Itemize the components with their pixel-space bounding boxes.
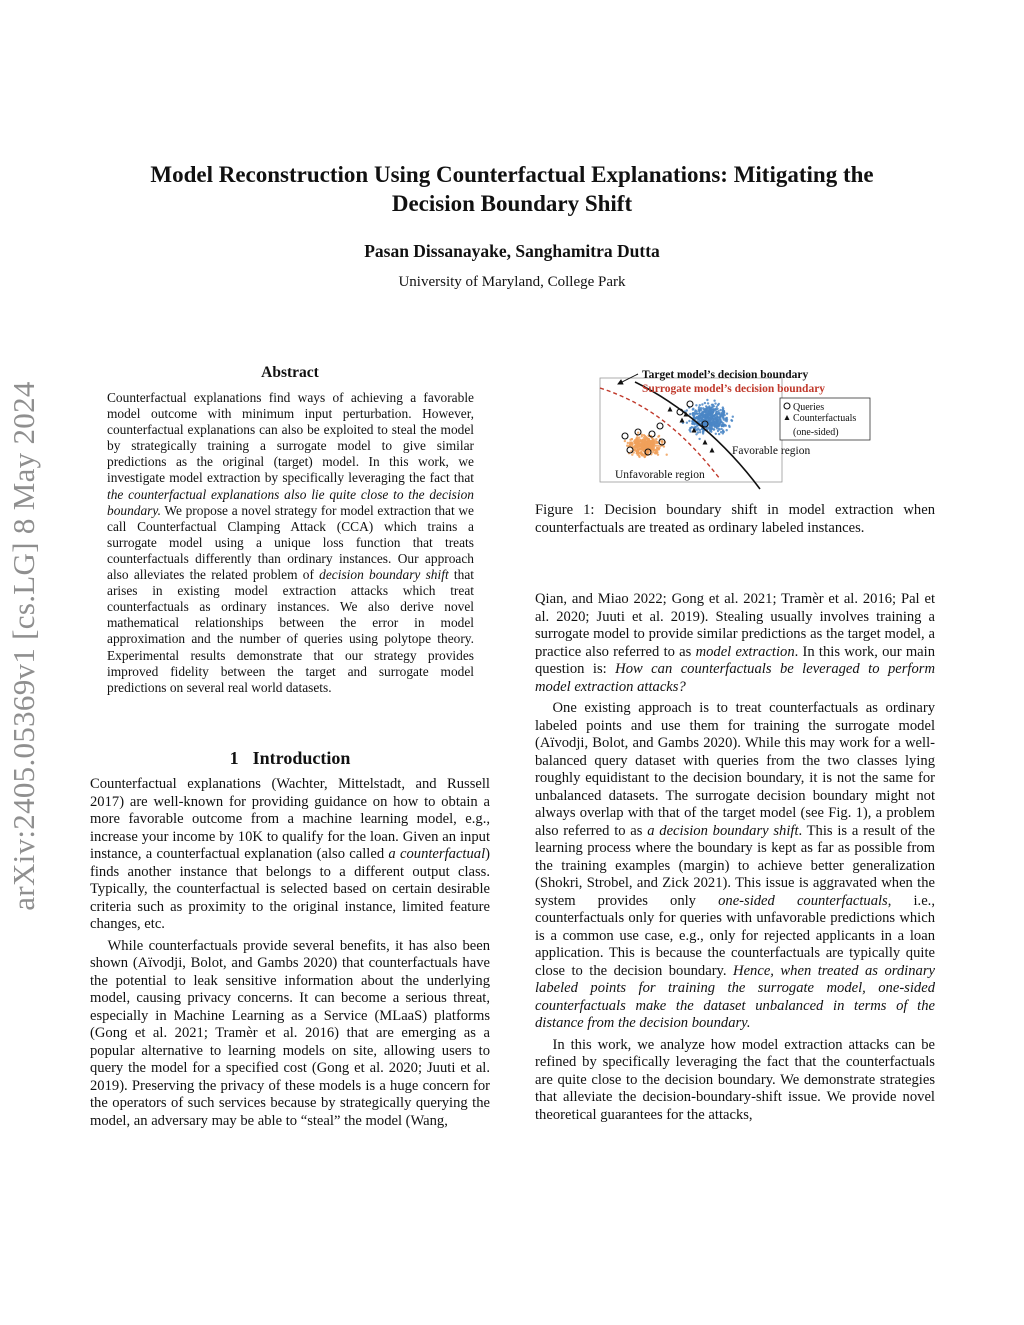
right-paragraph-3: In this work, we analyze how model extraction attacks can be refined by specifically leveraging the fact that the counterfactuals are quite close to the decision boundary. We demonstrate strategies that alleviate the decision-boundary-shift issue. We provide novel theoretical guarantees for the attacks, xyxy=(535,1036,935,1123)
unfavorable-point xyxy=(635,439,637,441)
unfavorable-point xyxy=(657,445,659,447)
favorable-point xyxy=(688,420,690,422)
favorable-point xyxy=(717,430,719,432)
title-line-1: Model Reconstruction Using Counterfactual Explanations: Mitigating the xyxy=(150,162,874,187)
favorable-point xyxy=(719,409,721,411)
favorable-point xyxy=(706,415,708,417)
favorable-point xyxy=(686,409,688,411)
favorable-point xyxy=(726,417,728,419)
favorable-point xyxy=(712,406,714,408)
abstract-heading: Abstract xyxy=(261,364,319,381)
favorable-point xyxy=(726,420,728,422)
favorable-point xyxy=(701,403,703,405)
abstract-text: Counterfactual explanations find ways of achieving a favorable model outcome with minimum input perturbation. However, counterfactual explanations can also be exploited to steal the model by strategically training a surrogate model to give similar predictions as the original (target) model. In this work, we investigate model extraction by specifically leveraging the fact that the counterfactual explanations also lie quite close to the decision boundary. We propose a novel strategy for model extraction that we call Counterfactual Clamping Attack (CCA) which trains a surrogate model using a unique loss function that treats counterfactuals differently than ordinary instances. Our approach also alleviates the related problem of decision boundary shift that arises in existing model extraction attacks which treat counterfactuals as ordinary instances. We also derive novel mathematical relationships between the error in model approximation and the number of queries using polytope theory. Experimental results demonstrate that our strategy provides improved fidelity between the target and surrogate model predictions on several real world datasets. xyxy=(107,390,474,695)
favorable-point xyxy=(708,417,710,419)
unfavorable-point xyxy=(638,436,640,438)
intro-paragraph-2: While counterfactuals provide several benefits, it has also been shown (Aïvodji, Bolot, and Gambs 2020) that counterfactuals have the potential to leak sensitive information about the underlying model, causing privacy concerns. It can become a serious threat, especially in Machine Learning as a Service (MLaaS) platforms (Gong et al. 2021; Tramèr et al. 2016) that are emerging as a popular alternative to learning models on site, allowing users to query the model for a specified cost (Gong et al. 2020; Juuti et al. 2019). Preserving the privacy of these models is a huge concern for the operators of such services because by strategically querying the model, an adversary may be able to “steal” the model (Wang, xyxy=(90,937,490,1129)
favorable-point xyxy=(726,429,728,431)
favorable-point xyxy=(689,427,691,429)
figure-1-decision-boundary xyxy=(590,364,880,494)
favorable-point xyxy=(706,407,708,409)
favorable-point xyxy=(698,409,700,411)
favorable-point xyxy=(715,419,717,421)
favorable-point xyxy=(704,423,706,425)
favorable-point xyxy=(713,423,715,425)
favorable-point xyxy=(698,438,700,440)
unfavorable-point xyxy=(654,452,656,454)
unfavorable-point xyxy=(647,440,649,442)
legend-surrogate-boundary: Surrogate model’s decision boundary xyxy=(642,383,826,395)
legend-queries: Queries xyxy=(793,402,825,413)
query-marker xyxy=(687,401,693,407)
favorable-point xyxy=(718,433,720,435)
favorable-point xyxy=(723,411,725,413)
favorable-point xyxy=(701,413,703,415)
favorable-point xyxy=(731,420,733,422)
legend-query-icon xyxy=(784,403,790,409)
favorable-point xyxy=(695,417,697,419)
favorable-point xyxy=(695,404,697,406)
favorable-point xyxy=(699,415,701,417)
unfavorable-point xyxy=(657,436,659,438)
favorable-point xyxy=(686,422,688,424)
authors: Pasan Dissanayake, Sanghamitra Dutta xyxy=(364,241,660,261)
intro-paragraph-1: Counterfactual explanations (Wachter, Mittelstadt, and Russell 2017) are well-known for providing guidance on how to obtain a more favorable outcome from a machine learning model, e.g., increase your income by 10K to qualify for the loan. Given an input instance, a counterfactual explanation (also called a counterfactual) finds another instance that belongs to a different output class. Typically, the counterfactual is selected based on certain desirable criteria such as proximity to the original instance, limited feature changes, etc. xyxy=(90,776,490,932)
counterfactual-marker xyxy=(680,418,685,423)
favorable-point xyxy=(689,430,691,432)
unfavorable-point xyxy=(624,440,626,442)
unfavorable-point xyxy=(656,447,658,449)
unfavorable-point xyxy=(631,445,633,447)
favorable-point xyxy=(718,403,720,405)
favorable-point xyxy=(714,402,716,404)
favorable-point xyxy=(702,415,704,417)
unfavorable-point xyxy=(655,440,657,442)
favorable-point xyxy=(710,410,712,412)
unfavorable-point xyxy=(631,454,633,456)
favorable-point xyxy=(713,414,715,416)
unfavorable-point xyxy=(648,438,650,440)
unfavorable-point xyxy=(631,441,633,443)
query-marker xyxy=(657,423,663,429)
counterfactual-marker xyxy=(668,407,673,412)
label-unfavorable-region: Unfavorable region xyxy=(615,469,705,481)
favorable-point xyxy=(722,429,724,431)
unfavorable-point xyxy=(627,442,629,444)
favorable-point xyxy=(708,405,710,407)
counterfactual-marker xyxy=(703,440,708,445)
favorable-point xyxy=(720,421,722,423)
unfavorable-point xyxy=(631,438,633,440)
favorable-point xyxy=(696,413,698,415)
favorable-point xyxy=(689,413,691,415)
favorable-point xyxy=(713,428,715,430)
unfavorable-point xyxy=(637,432,639,434)
favorable-point xyxy=(714,425,716,427)
unfavorable-point xyxy=(653,449,655,451)
left-column-body xyxy=(90,776,490,1130)
favorable-point xyxy=(722,408,724,410)
unfavorable-point xyxy=(634,447,636,449)
unfavorable-point xyxy=(635,443,637,445)
favorable-point xyxy=(705,418,707,420)
favorable-point xyxy=(692,408,694,410)
favorable-point xyxy=(697,431,699,433)
right-column-body xyxy=(535,591,935,1124)
affiliation: University of Maryland, College Park xyxy=(398,274,626,290)
unfavorable-point xyxy=(644,456,646,458)
favorable-point xyxy=(698,419,700,421)
favorable-point xyxy=(719,416,721,418)
arxiv-identifier: arXiv:2405.05369v1 [cs.LG] 8 May 2024 xyxy=(6,381,41,911)
unfavorable-point xyxy=(638,446,640,448)
unfavorable-point xyxy=(626,445,628,447)
unfavorable-point xyxy=(643,441,645,443)
favorable-point xyxy=(699,431,701,433)
query-marker xyxy=(627,447,633,453)
favorable-point xyxy=(708,427,710,429)
unfavorable-point xyxy=(639,439,641,441)
unfavorable-point xyxy=(666,454,668,456)
favorable-point xyxy=(722,413,724,415)
unfavorable-point xyxy=(655,438,657,440)
favorable-point xyxy=(712,416,714,418)
right-paragraph-1: Qian, and Miao 2022; Gong et al. 2021; Tramèr et al. 2016; Pal et al. 2020; Juuti et al. 2019). Stealing usually involves training a surrogate model to provide similar predictions as the target model, a practice also referred to as model extraction. In this work, our main question is: How can counterfactuals be leveraged to perform model extraction attacks? xyxy=(535,591,935,695)
favorable-point xyxy=(726,413,728,415)
favorable-point xyxy=(721,425,723,427)
unfavorable-point xyxy=(656,442,658,444)
favorable-point xyxy=(712,420,714,422)
favorable-point xyxy=(699,404,701,406)
section-title: Introduction xyxy=(252,748,351,768)
unfavorable-point xyxy=(639,452,641,454)
legend-one-sided: (one-sided) xyxy=(793,427,839,438)
favorable-point xyxy=(715,433,717,435)
favorable-point xyxy=(694,426,696,428)
label-favorable-region: Favorable region xyxy=(732,445,811,457)
unfavorable-point xyxy=(641,434,643,436)
legend-counterfactuals: Counterfactuals xyxy=(793,413,857,424)
unfavorable-point xyxy=(638,441,640,443)
query-marker xyxy=(622,433,628,439)
unfavorable-point xyxy=(660,440,662,442)
favorable-point xyxy=(716,412,718,414)
favorable-point xyxy=(705,411,707,413)
favorable-point xyxy=(696,410,698,412)
title-line-2: Decision Boundary Shift xyxy=(391,191,633,216)
favorable-point xyxy=(711,414,713,416)
unfavorable-point xyxy=(640,448,642,450)
counterfactual-marker xyxy=(710,448,715,453)
favorable-point xyxy=(708,410,710,412)
paper-title xyxy=(100,160,924,218)
favorable-point xyxy=(713,400,715,402)
unfavorable-point xyxy=(645,437,647,439)
unfavorable-point xyxy=(643,434,645,436)
right-paragraph-2: One existing approach is to treat counterfactuals as ordinary labeled points and use them for training the surrogate model (Aïvodji, Bolot, and Gambs 2020). While this may work for a well-balanced query dataset with queries from the two classes lying roughly equidistant to the decision boundary, it is not the same for unbalanced datasets. The surrogate decision boundary might not always overlap with that of the target model (see Fig. 1), a problem also referred to as a decision boundary shift. This is a result of the learning process where the boundary is kept as far as possible from the training examples (margin) to achieve better generalization (Shokri, Strobel, and Zick 2021). This issue is aggravated when the system provides only one-sided counterfactuals, i.e., counterfactuals only for queries with unfavorable predictions which is a common use case, e.g., only for rejected applicants in a loan application. This is because the counterfactuals are typically quite close to the decision boundary. Hence, when treated as ordinary labeled points for training the surrogate model, one-sided counterfactuals make the dataset unbalanced in terms of the distance from the decision boundary. xyxy=(535,700,935,1031)
favorable-point xyxy=(691,423,693,425)
unfavorable-point xyxy=(636,452,638,454)
unfavorable-point xyxy=(648,445,650,447)
favorable-point xyxy=(732,416,734,418)
favorable-point xyxy=(728,426,730,428)
figure-1-caption: Figure 1: Decision boundary shift in model extraction when counterfactuals are treated as ordinary labeled instances. xyxy=(535,502,935,536)
favorable-point xyxy=(707,402,709,404)
unfavorable-point xyxy=(657,454,659,456)
favorable-point xyxy=(699,429,701,431)
favorable-point xyxy=(716,427,718,429)
legend-target-boundary: Target model’s decision boundary xyxy=(642,369,809,381)
unfavorable-point xyxy=(638,456,640,458)
favorable-point xyxy=(694,413,696,415)
favorable-point xyxy=(713,409,715,411)
favorable-point xyxy=(706,399,708,401)
section-heading-introduction xyxy=(90,748,490,769)
favorable-point xyxy=(710,429,712,431)
unfavorable-point xyxy=(644,445,646,447)
favorable-point xyxy=(704,402,706,404)
section-number: 1 xyxy=(229,748,239,768)
unfavorable-point xyxy=(634,445,636,447)
unfavorable-point xyxy=(636,448,638,450)
favorable-cluster xyxy=(682,399,734,440)
unfavorable-point xyxy=(641,439,643,441)
